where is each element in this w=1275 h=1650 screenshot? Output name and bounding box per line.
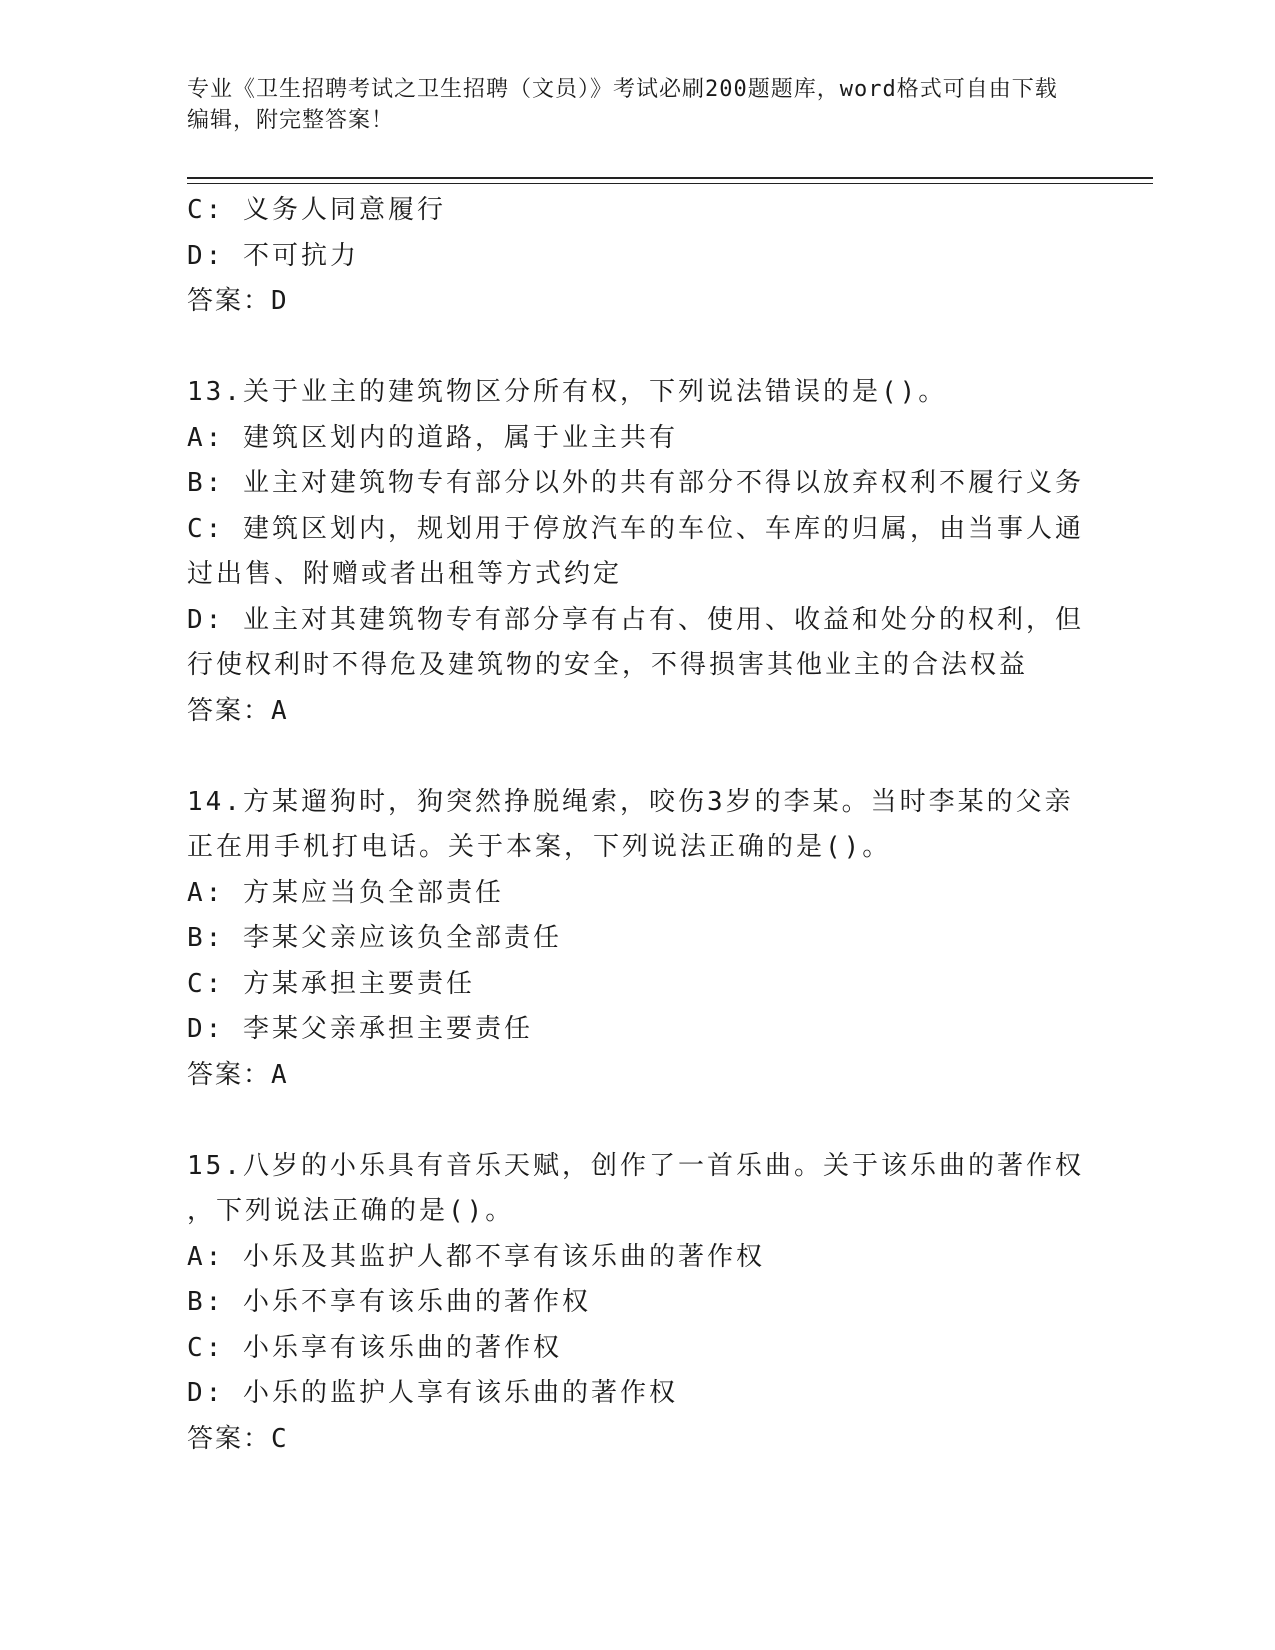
answer-line [187, 1053, 1087, 1099]
header-divider-thin [187, 183, 1153, 184]
question-stem: 15.八岁的小乐具有音乐天赋，创作了一首乐曲。关于该乐曲的著作权 [187, 1150, 1084, 1181]
option-d: D: 业主对其建筑物专有部分享有占有、使用、收益和处分的权利，但 [187, 604, 1084, 635]
question-continuation [187, 188, 1087, 325]
option-c: C: 小乐享有该乐曲的著作权 [187, 1332, 562, 1363]
answer-line [187, 279, 1087, 325]
question-stem: 13.关于业主的建筑物区分所有权，下列说法错误的是()。 [187, 377, 948, 407]
option-a: A: 建筑区划内的道路，属于业主共有 [187, 422, 678, 453]
option-d: D: 李某父亲承担主要责任 [187, 1014, 533, 1044]
spacer [187, 325, 1087, 371]
option-d-continued: 行使权利时不得危及建筑物的安全，不得损害其他业主的合法权益 [187, 650, 1029, 680]
question-list [187, 188, 1087, 1462]
spacer [187, 1098, 1087, 1144]
answer-value: C [271, 1423, 290, 1454]
option-line: C: 义务人同意履行 [187, 195, 446, 225]
answer-value: A [271, 1059, 290, 1090]
option-b: B: 小乐不享有该乐曲的著作权 [187, 1287, 591, 1317]
question-14 [187, 780, 1087, 1099]
option-a: A: 小乐及其监护人都不享有该乐曲的著作权 [187, 1241, 765, 1272]
question-stem-continued: ，下列说法正确的是()。 [187, 1196, 515, 1226]
answer-line [187, 1417, 1087, 1463]
option-c-continued: 过出售、附赠或者出租等方式约定 [187, 559, 623, 589]
page-header: 专业《卫生招聘考试之卫生招聘（文员）》考试必刷200题题库，word格式可自由下载编辑，附完整答案！ [187, 77, 1058, 133]
option-b: B: 李某父亲应该负全部责任 [187, 923, 562, 953]
option-line: D: 不可抗力 [187, 240, 359, 271]
option-c: C: 方某承担主要责任 [187, 968, 475, 999]
spacer [187, 734, 1087, 780]
option-c: C: 建筑区划内，规划用于停放汽车的车位、车库的归属，由当事人通 [187, 513, 1084, 544]
answer-label: 答案： [187, 1423, 272, 1454]
answer-label: 答案： [187, 695, 272, 726]
answer-line [187, 689, 1087, 735]
question-stem-continued: 正在用手机打电话。关于本案，下列说法正确的是()。 [187, 832, 892, 862]
question-15 [187, 1144, 1087, 1463]
answer-value: D [271, 286, 290, 316]
answer-label: 答案： [187, 1059, 272, 1090]
question-stem: 14.方某遛狗时，狗突然挣脱绳索，咬伤3岁的李某。当时李某的父亲 [187, 786, 1074, 817]
option-d: D: 小乐的监护人享有该乐曲的著作权 [187, 1378, 678, 1408]
option-a: A: 方某应当负全部责任 [187, 877, 504, 908]
option-b: B: 业主对建筑物专有部分以外的共有部分不得以放弃权利不履行义务 [187, 468, 1084, 498]
header-divider-thick [187, 177, 1153, 179]
question-13 [187, 370, 1087, 734]
answer-value: A [271, 695, 290, 726]
answer-label: 答案： [187, 286, 272, 316]
